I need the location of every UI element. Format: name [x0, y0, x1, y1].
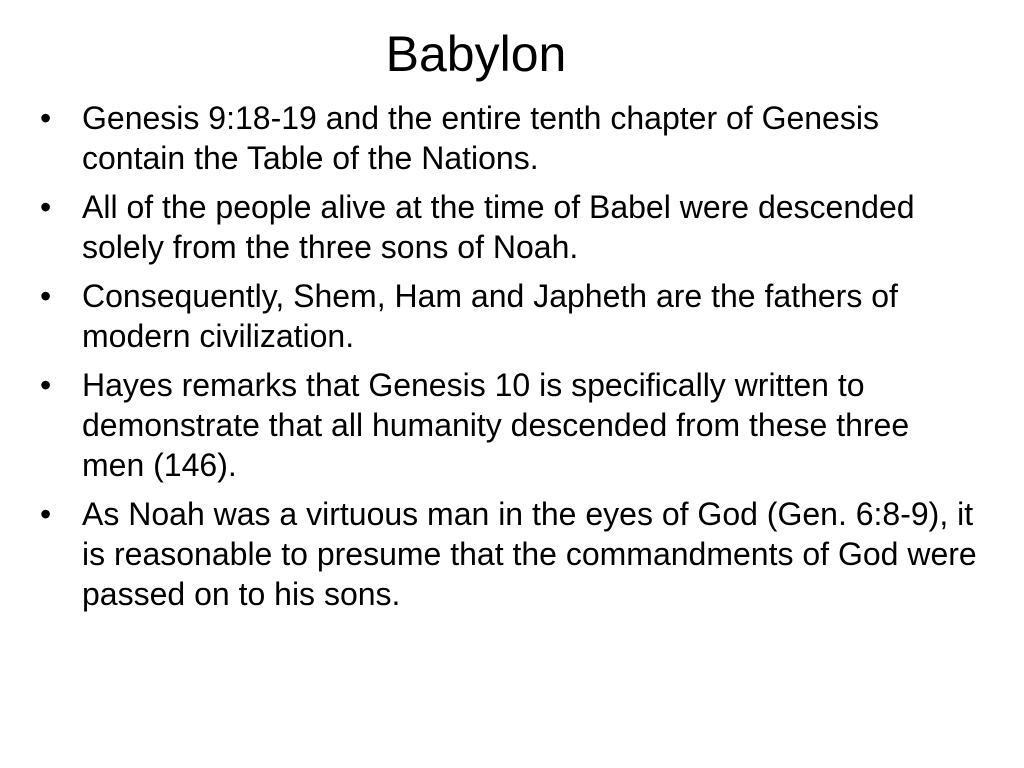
- bullet-item: [40, 365, 980, 485]
- bullet-text: All of the people alive at the time of Babel were descended solely from the three sons of Noah.: [82, 189, 915, 265]
- slide-title: Babylon: [385, 26, 567, 82]
- bullet-list: [40, 98, 980, 623]
- bullet-item: [40, 276, 980, 356]
- bullet-item: [40, 187, 980, 267]
- bullet-icon: •: [40, 278, 52, 314]
- bullet-text: As Noah was a virtuous man in the eyes of God (Gen. 6:8-9), it is reasonable to presume that the commandments of God were passed on to his sons.: [82, 496, 977, 612]
- bullet-icon: •: [40, 367, 52, 403]
- bullet-item: [40, 98, 980, 178]
- bullet-icon: •: [40, 189, 52, 225]
- bullet-text: Hayes remarks that Genesis 10 is specifically written to demonstrate that all humanity descended from these three men (146).: [82, 367, 910, 483]
- bullet-item: [40, 494, 980, 614]
- bullet-icon: •: [40, 496, 52, 532]
- bullet-text: Genesis 9:18-19 and the entire tenth chapter of Genesis contain the Table of the Nations.: [82, 100, 879, 176]
- bullet-icon: •: [40, 100, 52, 136]
- bullet-text: Consequently, Shem, Ham and Japheth are the fathers of modern civilization.: [82, 278, 898, 354]
